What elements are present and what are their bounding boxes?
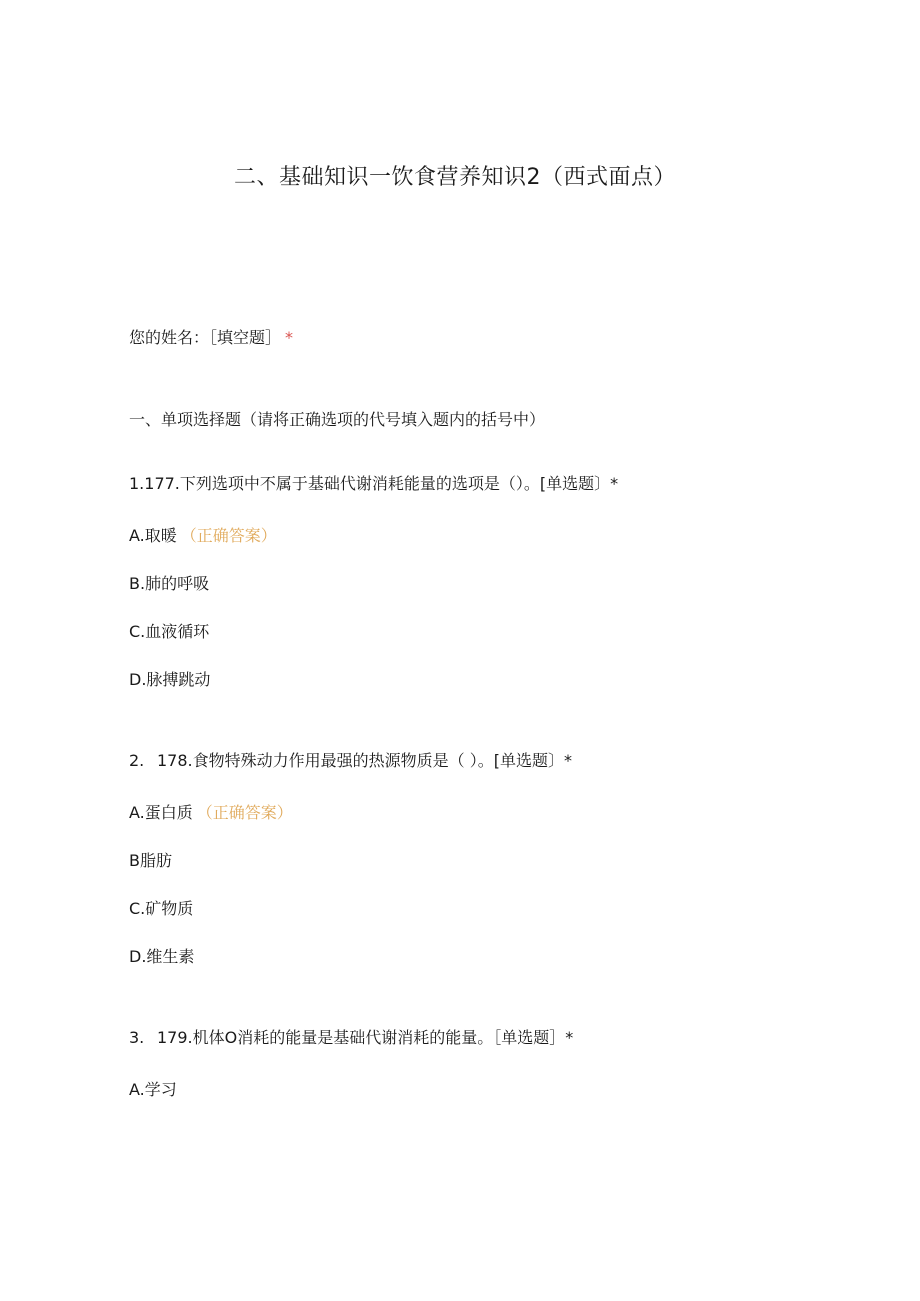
question-1-text: 1.177.下列选项中不属于基础代谢消耗能量的选项是（）。[单选题〕* — [129, 474, 619, 493]
question-3-text: 179.机体O消耗的能量是基础代谢消耗的能量。［单选题］* — [157, 1028, 574, 1047]
option-label: C.矿物质 — [129, 899, 194, 918]
question-1-option-b[interactable] — [129, 573, 209, 595]
question-2 — [129, 750, 572, 772]
question-2-option-d[interactable] — [129, 946, 194, 968]
question-3-option-a[interactable] — [129, 1079, 177, 1101]
question-2-option-a[interactable] — [129, 802, 293, 824]
page-title: 二、基础知识一饮食营养知识2（西式面点） — [234, 165, 676, 190]
question-1 — [129, 473, 618, 495]
name-field-label — [129, 327, 293, 349]
question-3 — [129, 1027, 573, 1049]
question-2-text: 178.食物特殊动力作用最强的热源物质是（ ）。[单选题〕* — [157, 751, 572, 770]
question-2-option-c[interactable] — [129, 898, 193, 920]
option-label: B.肺的呼吸 — [129, 574, 210, 593]
correct-answer-tag: （正确答案） — [196, 803, 293, 822]
name-field-text: 您的姓名：［填空题］ — [129, 328, 282, 347]
option-label: D.维生素 — [129, 947, 195, 966]
option-label: A.蛋白质 — [129, 803, 193, 822]
option-label: A.学习 — [129, 1080, 177, 1099]
option-label: A.取暖 — [129, 526, 177, 545]
correct-answer-tag: （正确答案） — [180, 526, 277, 545]
question-1-option-a[interactable] — [129, 525, 277, 547]
option-label: B脂肪 — [129, 851, 172, 870]
question-number: 3. — [129, 1028, 145, 1047]
question-number: 2. — [129, 751, 145, 770]
question-1-option-d[interactable] — [129, 669, 210, 691]
option-label: C.血液循环 — [129, 622, 210, 641]
question-2-option-b[interactable] — [129, 850, 172, 872]
section-heading: 一、单项选择题（请将正确选项的代号填入题内的括号中） — [129, 410, 546, 429]
option-label: D.脉搏跳动 — [129, 670, 211, 689]
question-1-option-c[interactable] — [129, 621, 209, 643]
required-mark: * — [285, 328, 294, 347]
